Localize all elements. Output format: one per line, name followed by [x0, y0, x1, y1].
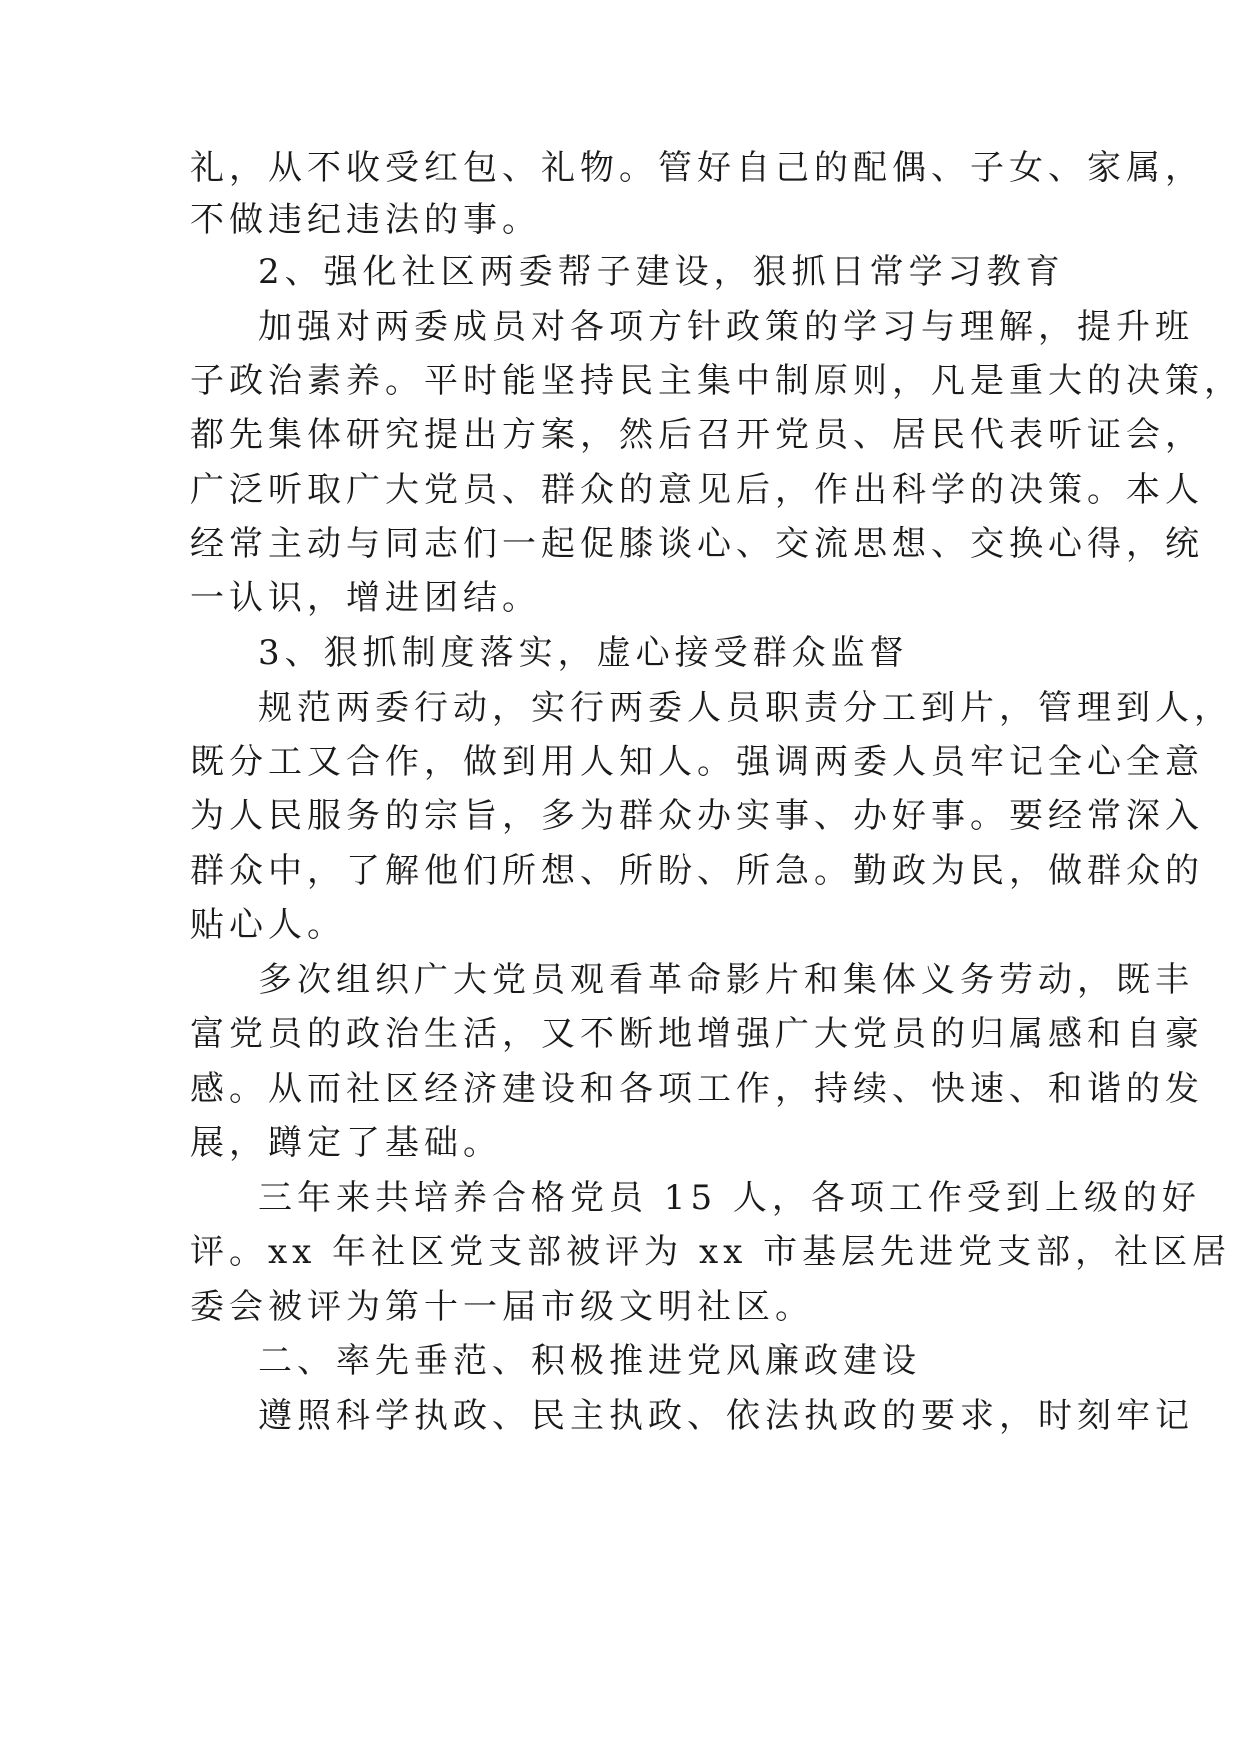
text-line: 礼，从不收受红包、礼物。管好自己的配偶、子女、家属，	[190, 148, 1204, 188]
text-line: 加强对两委成员对各项方针政策的学习与理解，提升班	[258, 307, 1194, 347]
text-line: 一认识，增进团结。	[190, 578, 541, 618]
text-line: 子政治素养。平时能坚持民主集中制原则，凡是重大的决策，	[190, 361, 1243, 401]
text-line: 感。从而社区经济建设和各项工作，持续、快速、和谐的发	[190, 1069, 1204, 1109]
text-line: 富党员的政治生活，又不断地增强广大党员的归属感和自豪	[190, 1014, 1204, 1054]
section-heading: 二、率先垂范、积极推进党风廉政建设	[258, 1341, 921, 1381]
text-line: 遵照科学执政、民主执政、依法执政的要求，时刻牢记	[258, 1396, 1194, 1436]
text-line: 规范两委行动，实行两委人员职责分工到片，管理到人，	[258, 688, 1233, 728]
text-line: 不做违纪违法的事。	[190, 200, 541, 240]
section-heading: 2、强化社区两委帮子建设，狠抓日常学习教育	[258, 252, 1065, 292]
text-line: 委会被评为第十一届市级文明社区。	[190, 1287, 814, 1327]
text-line: 既分工又合作，做到用人知人。强调两委人员牢记全心全意	[190, 742, 1204, 782]
text-line: 多次组织广大党员观看革命影片和集体义务劳动，既丰	[258, 960, 1194, 1000]
text-line: 都先集体研究提出方案，然后召开党员、居民代表听证会，	[190, 415, 1204, 455]
text-line: 广泛听取广大党员、群众的意见后，作出科学的决策。本人	[190, 470, 1204, 510]
text-line: 评。xx 年社区党支部被评为 xx 市基层先进党支部，社区居	[190, 1232, 1232, 1272]
text-line: 贴心人。	[190, 905, 346, 945]
text-line: 经常主动与同志们一起促膝谈心、交流思想、交换心得，统	[190, 524, 1204, 564]
section-heading: 3、狠抓制度落实，虚心接受群众监督	[258, 633, 909, 673]
text-line: 为人民服务的宗旨，多为群众办实事、办好事。要经常深入	[190, 796, 1204, 836]
text-line: 群众中，了解他们所想、所盼、所急。勤政为民，做群众的	[190, 851, 1204, 891]
text-line: 展，蹲定了基础。	[190, 1123, 502, 1163]
text-line: 三年来共培养合格党员 15 人，各项工作受到上级的好	[258, 1178, 1201, 1218]
